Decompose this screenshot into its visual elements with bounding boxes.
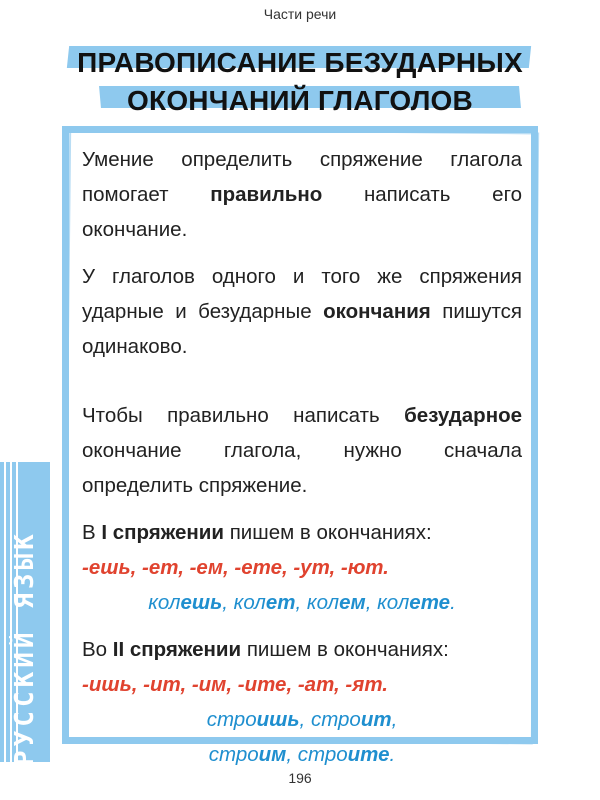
conj1-example-sep-2: , bbox=[365, 591, 378, 614]
conj2-example-b-stem-0: стро bbox=[208, 743, 259, 766]
page-number: 196 bbox=[288, 770, 312, 786]
conj1-after: пишем в окончаниях: bbox=[224, 521, 432, 544]
conj1-example-ending-0: ешь bbox=[180, 591, 223, 614]
conjugation-1-example bbox=[82, 585, 522, 620]
p2-text-after: пишутся одинаково. bbox=[82, 300, 522, 358]
p3-text-after: окончание глагола, нужно сначала определить спряжение. bbox=[82, 439, 522, 497]
p1-text-after: написать его окончание. bbox=[82, 183, 522, 241]
conj2-after: пишем в окончаниях: bbox=[241, 638, 449, 661]
conj2-example-a-sep-1: , bbox=[391, 708, 398, 731]
conjugation-1-endings: -ешь, -ет, -ем, -ете, -ут, -ют. bbox=[82, 556, 389, 579]
paragraph-1 bbox=[82, 142, 522, 247]
conjugation-2-intro bbox=[82, 632, 522, 667]
conjugation-2-example-line-2 bbox=[82, 737, 522, 772]
conj1-prefix: В bbox=[82, 521, 102, 544]
conj1-example-ending-3: ете bbox=[409, 591, 451, 614]
conj1-example-sep-1: , bbox=[295, 591, 307, 614]
page-title bbox=[60, 44, 540, 120]
p2-text-before: У глаголов одного и того же спряжения ударные и безударные bbox=[82, 265, 522, 323]
conj2-example-a-stem-1: стро bbox=[310, 708, 361, 731]
conjugation-1-intro bbox=[82, 515, 522, 550]
section-header: Части речи bbox=[263, 6, 337, 22]
conj2-example-b-ending-1: ите bbox=[347, 743, 390, 766]
rule-content bbox=[82, 142, 522, 772]
conj2-bold: II спряжении bbox=[112, 638, 242, 661]
conj2-example-b-ending-0: им bbox=[258, 743, 287, 766]
conj1-example-stem-1: кол bbox=[233, 591, 266, 614]
title-line-1: ПРАВОПИСАНИЕ БЕЗУДАРНЫХ bbox=[77, 47, 523, 78]
conj1-example-sep-3: . bbox=[450, 591, 456, 614]
p3-bold: безударное bbox=[404, 404, 522, 427]
p2-bold: окончания bbox=[323, 300, 431, 323]
conjugation-2-example-line-1 bbox=[82, 702, 522, 737]
conj2-example-a-ending-1: ит bbox=[360, 708, 392, 731]
p1-bold: правильно bbox=[210, 183, 323, 206]
p3-text-before: Чтобы правильно написать bbox=[82, 404, 405, 427]
paragraph-2 bbox=[82, 259, 522, 364]
conjugation-2-endings: -ишь, -ит, -им, -ите, -ат, -ят. bbox=[82, 673, 388, 696]
conj2-example-b-stem-1: стро bbox=[297, 743, 348, 766]
conj1-example-ending-2: ем bbox=[339, 591, 366, 614]
conj1-example-stem-0: кол bbox=[148, 591, 181, 614]
title-block bbox=[60, 44, 540, 118]
conj2-example-a-ending-0: ишь bbox=[256, 708, 300, 731]
conj1-bold: I спряжении bbox=[101, 521, 225, 544]
title-line-2: ОКОНЧАНИЙ ГЛАГОЛОВ bbox=[127, 85, 473, 116]
conj2-example-b-sep-1: . bbox=[389, 743, 396, 766]
p1-text-before: Умение определить спряжение глагола помогает bbox=[82, 148, 522, 206]
conj1-example-ending-1: ет bbox=[265, 591, 296, 614]
conj2-example-b-sep-0: , bbox=[286, 743, 298, 766]
paragraph-3 bbox=[82, 398, 522, 503]
conj1-example-stem-2: кол bbox=[306, 591, 340, 614]
conj1-example-stem-3: кол bbox=[377, 591, 410, 614]
side-tab-label: РУССКИЙ ЯЗЫК bbox=[10, 530, 40, 766]
conj2-prefix: Во bbox=[82, 638, 113, 661]
conj1-example-sep-0: , bbox=[222, 591, 234, 614]
conj2-example-a-sep-0: , bbox=[299, 708, 311, 731]
conj2-example-a-stem-0: стро bbox=[206, 708, 257, 731]
